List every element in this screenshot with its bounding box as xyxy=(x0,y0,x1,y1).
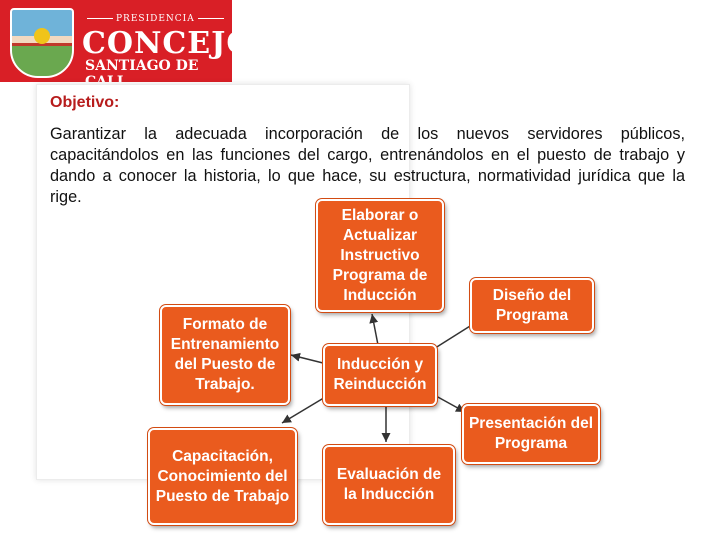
objective-heading: Objetivo: xyxy=(50,94,120,111)
city-title: SANTIAGO DE CALI xyxy=(85,58,199,90)
node-diseno: Diseño del Programa xyxy=(470,278,594,333)
concejo-title: CONCEJO xyxy=(82,26,254,61)
arrow-to-elaborar xyxy=(372,314,378,345)
arrow-to-formato xyxy=(291,355,323,363)
arrow-to-presentacion xyxy=(436,396,465,412)
presidencia-label: PRESIDENCIA xyxy=(84,14,227,24)
objective-text: Garantizar la adecuada incorporación de los nuevos servidores públicos, capacitándolos en las funciones del cargo, entrenándolos en el puesto de trabajo y dando a conocer la historia, lo que hace, su estructura, normatividad jurídica que la rige. xyxy=(50,125,685,206)
node-center: Inducción y Reinducción xyxy=(323,344,437,406)
node-presentacion: Presentación del Programa xyxy=(462,404,600,464)
node-evaluacion: Evaluación de la Inducción xyxy=(323,445,455,525)
node-capacitacion: Capacitación, Conocimiento del Puesto de Trabajo xyxy=(148,428,297,525)
node-elaborar: Elaborar o Actualizar Instructivo Programa de Inducción xyxy=(316,199,444,312)
node-formato: Formato de Entrenamiento del Puesto de Trabajo. xyxy=(160,305,290,405)
